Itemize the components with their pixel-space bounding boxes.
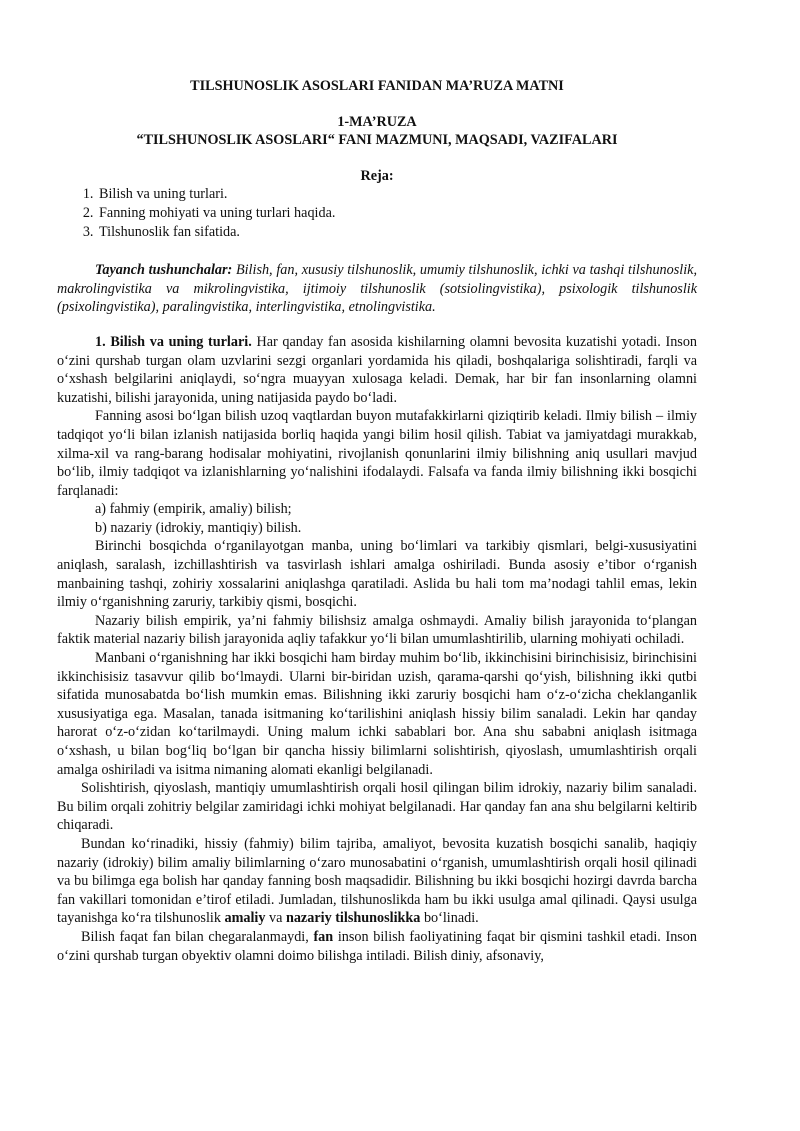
list-item: b) nazariy (idrokiy, mantiqiy) bilish.	[95, 519, 302, 536]
document-title: TILSHUNOSLIK ASOSLARI FANIDAN MA’RUZA MATNI	[190, 78, 564, 94]
document-page	[57, 60, 697, 965]
section-heading: 1. Bilish va uning turlari.	[95, 333, 252, 350]
paragraph: Solishtirish, qiyoslash, mantiqiy umumlashtirish orqali hosil qilingan bilim idrokiy, nazariy bilim sanaladi. Bu bilim orqali zohitriy belgilar zamiridagi ichki mohiyat belgilanadi. Har qanday fan ana shu belgilarni keltirib chiqaradi.	[57, 780, 697, 834]
paragraph: Birinchi bosqichda o‘rganilayotgan manba, uning bo‘limlari va tarkibiy qismlari, belgi-xususiyatini aniqlash, saralash, izchillashtirish va tasvirlash ishlari amalga oshiriladi. Bunda asosiy e’tibor o‘rganish manbaining tashqi, zohiriy xossalarini aniqlashga qaratiladi. Aslida bu hali tom ma’nodagi tahlil emas, lekin ilmiy o‘rganishning zaruriy, tarkibiy qismi, bosqichi.	[57, 538, 697, 611]
plan-item: 2. Fanning mohiyati va uning turlari haqida.	[97, 204, 697, 223]
lecture-number: 1-MA’RUZA	[337, 113, 417, 130]
paragraph: Nazariy bilish empirik, ya’ni fahmiy bilishsiz amalga oshmaydi. Amaliy bilish jarayonida to‘plangan faktik material nazariy bilish jarayonida aqliy tafakkur yo‘li bilan umumlashtirilib, ularning mohiyati ochiladi.	[57, 612, 697, 648]
plan-list	[57, 185, 697, 241]
paragraph: Fanning asosi bo‘lgan bilish uzoq vaqtlardan buyon mutafakkirlarni qiziqtirib keladi. Ilmiy bilish – ilmiy tadqiqot yo‘li bilan izlanish natijasida borliq haqida yangi bilim hosil qilish. Tabiat va jamiyatdagi murakkab, xilma-xil va rang-barang hodisalar mohiyatini, rivojlanish qonunlarini ilmiy bilishning aniq usullari mavjud bo‘lib, ilmiy tadqiqot va izlanishlarning yo‘nalishini ifodalaydi. Falsafa va fanda ilmiy bilishning ikki bosqichi farqlanadi:	[57, 408, 697, 499]
key-concepts-label: Tayanch tushunchalar:	[95, 262, 233, 279]
plan-heading: Reja:	[360, 167, 394, 184]
plan-item: 1. Bilish va uning turlari.	[97, 185, 697, 204]
paragraph: Manbani o‘rganishning har ikki bosqichi ham birday muhim bo‘lib, ikkinchisini birinchisisiz, birinchisini ikkinchisisiz tasavvur qilib bo‘lmaydi. Ularni bir-biridan uzish, qarama-qarshi qo‘yish, bilishning ikki qutbi sifatida munosabatda bo‘lish mumkin emas. Bilishning ikki zaruriy bosqichi ham o‘z-o‘zicha cheklanganlik xususiyatiga ega. Masalan, tanada isitmaning ko‘tarilishini aniqlash hissiy bilim sanaladi. Lekin har qanday harorat o‘z-o‘zidan ko‘tarilmaydi. Uning malum ichki sabablari bor. Ana shu sababni aniqlash isitmaga o‘xshash, u bilan bog‘liq bo‘lgan bir qancha hissiy bilimlarni solishtirish, qiyoslash, umumlashtirish orqali amalga oshiriladi va isitma nimaning alomati ekanligi belgilanadi.	[57, 650, 697, 778]
paragraph: Bundan ko‘rinadiki, hissiy (fahmiy) bilim tajriba, amaliyot, bevosita kuzatish bosqichi sanalib, haqiqiy nazariy (idrokiy) bilim amaliy bilimlarning o‘zaro munosabatini o‘rganish, umumlashtirish orqali hosil qilinadi va bu bilimga ega bolish har qanday fanning bosh maqsadidir. Bilishning bu ikki bosqichi hozirgi davrda barcha fan vakillari tomonidan e’tirof etiladi. Jumladan, tilshunoslikda ham bu ikki usulga amal qilinadi. Qaysi usulga tayanishga ko‘ra tilshunoslik amaliy va nazariy tilshunoslikka bo‘linadi.	[57, 835, 697, 927]
key-concepts-text: Bilish, fan, xususiy tilshunoslik, umumiy tilshunoslik, ichki va tashqi tilshunoslik, makrolingvistika va mikrolingvistika, ijtimoiy tilshunoslik (sotsiolingvistika), psixologik tilshunoslik (psixolingvistika), paralingvistika, interlingvistika, etnolingvistika.	[57, 262, 697, 316]
plan-item: 3. Tilshunoslik fan sifatida.	[97, 223, 697, 242]
list-item: a) fahmiy (empirik, amaliy) bilish;	[95, 501, 292, 518]
paragraph: Bilish faqat fan bilan chegaralanmaydi, fan inson bilish faoliyatining faqat bir qismini tashkil etadi. Inson o‘zini qurshab turgan obyektiv olamni doimo bilishga intiladi. Bilish diniy, afsonaviy,	[57, 928, 697, 964]
document-body	[57, 333, 697, 965]
lecture-title: “TILSHUNOSLIK ASOSLARI“ FANI MAZMUNI, MAQSADI, VAZIFALARI	[136, 132, 618, 149]
paragraph: 1. Bilish va uning turlari. Har qanday fan asosida kishilarning olamni bevosita kuzatishi yotadi. Inson o‘zini qurshab turgan olam uzvlarini sezgi organlari yordamida his qiladi, boshqalariga solishtiradi, farqli va o‘xshash belgilarini aniqlaydi, so‘ngra muayyan xulosaga keladi. Demak, har bir fan insonlarning olamni kuzatishi, bilishi jarayonida, uning natijasida paydo bo‘ladi.	[57, 333, 698, 406]
key-concepts	[57, 261, 697, 317]
